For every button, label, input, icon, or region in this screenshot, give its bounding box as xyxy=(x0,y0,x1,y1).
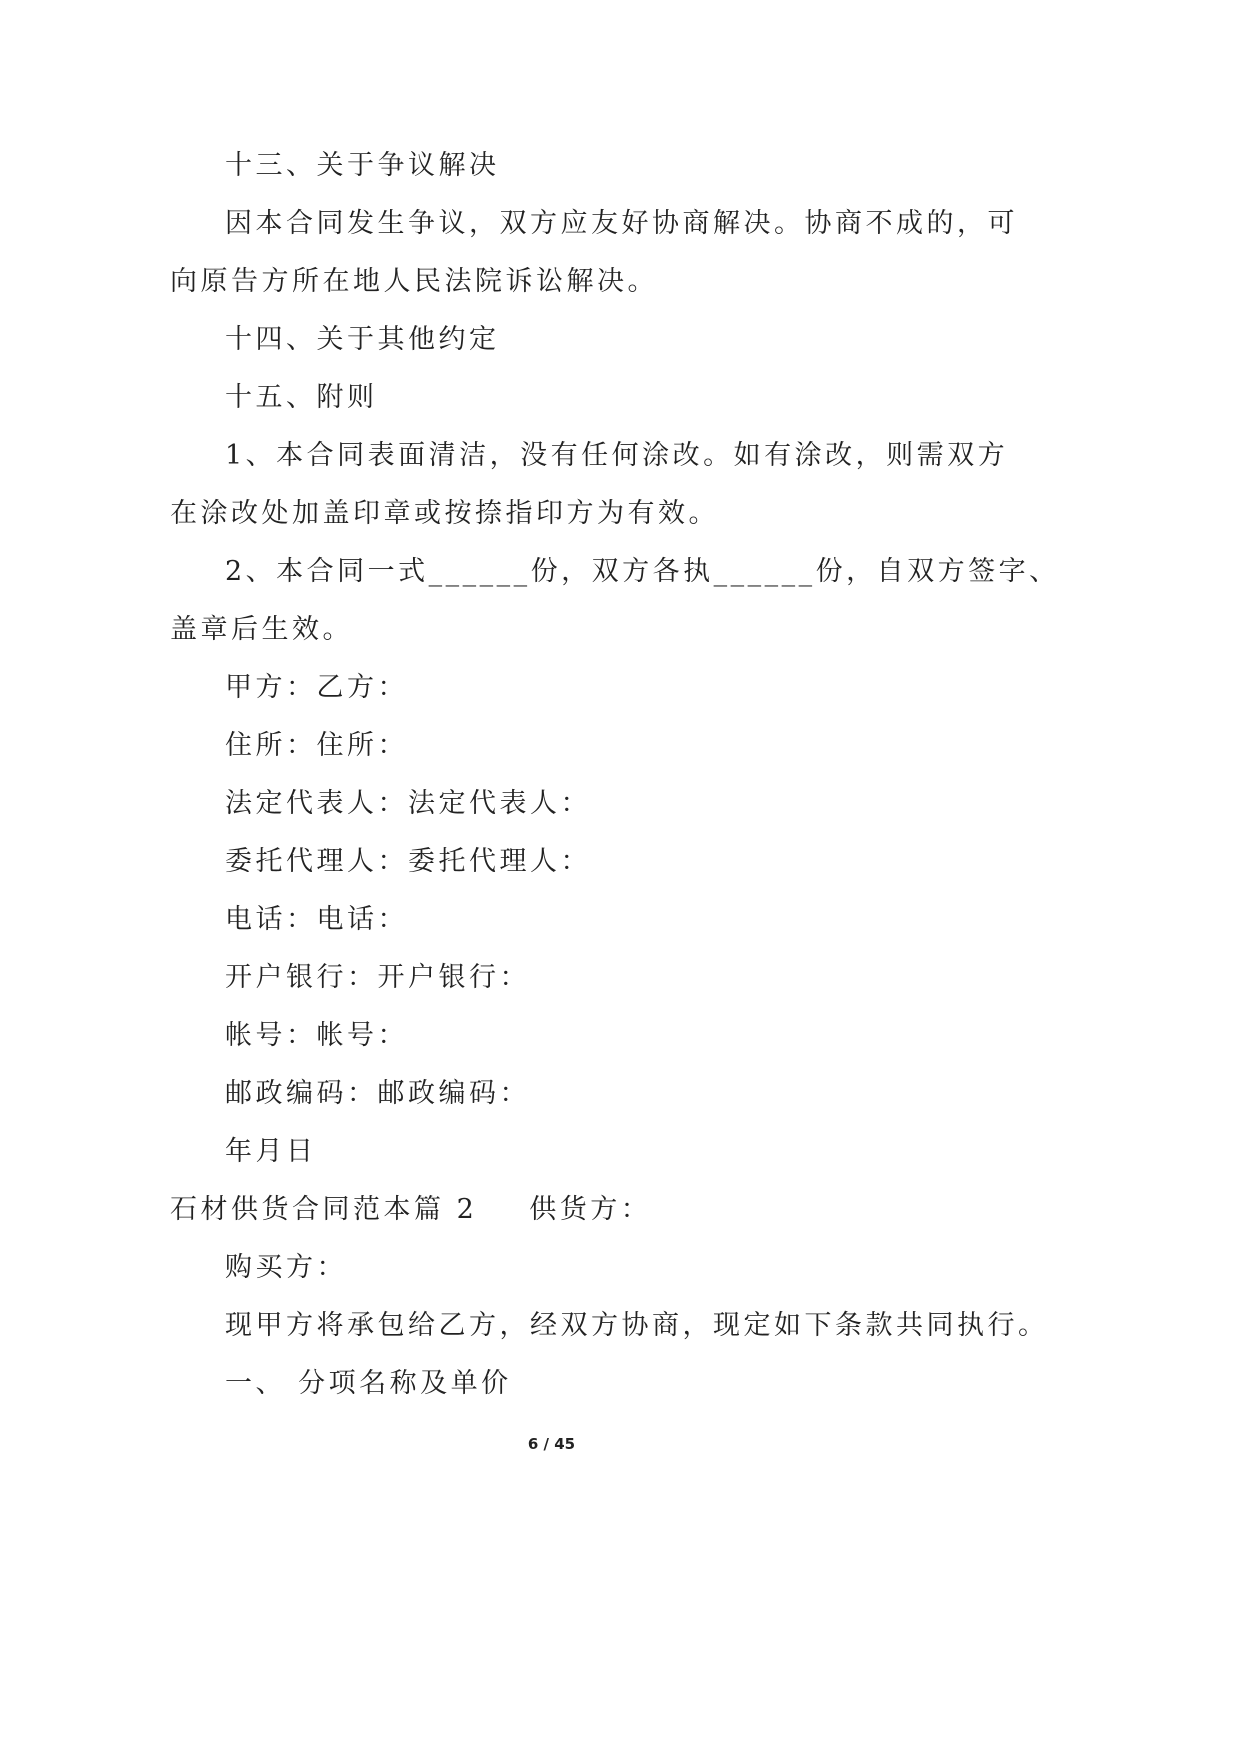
signature-bank: 开户银行：开户银行： xyxy=(225,962,530,993)
signature-address: 住所：住所： xyxy=(225,730,408,761)
contract-2-section-1: 一、 分项名称及单价 xyxy=(225,1368,512,1399)
contract-2-heading-line xyxy=(170,1190,651,1230)
signature-party: 甲方：乙方： xyxy=(225,672,408,703)
signature-account: 帐号：帐号： xyxy=(225,1020,408,1051)
section-13-paragraph-line-2: 向原告方所在地人民法院诉讼解决。 xyxy=(170,266,658,297)
section-15-item-2-line-2: 盖章后生效。 xyxy=(170,614,353,645)
signature-legal-rep: 法定代表人：法定代表人： xyxy=(225,788,591,819)
contract-2-supplier: 供货方： xyxy=(529,1194,652,1225)
section-15-item-1-line-2: 在涂改处加盖印章或按捺指印方为有效。 xyxy=(170,498,719,529)
signature-postcode: 邮政编码：邮政编码： xyxy=(225,1078,530,1109)
contract-2-buyer: 购买方： xyxy=(225,1252,347,1283)
section-15-item-2-line-1: 2、本合同一式______份，双方各执______份，自双方签字、 xyxy=(225,556,1060,587)
section-15-title: 十五、附则 xyxy=(225,382,378,413)
section-15-item-1-line-1: 1、本合同表面清洁，没有任何涂改。如有涂改，则需双方 xyxy=(225,440,1009,471)
section-13-title: 十三、关于争议解决 xyxy=(225,150,500,181)
signature-agent: 委托代理人：委托代理人： xyxy=(225,846,591,877)
section-13-paragraph-line-1: 因本合同发生争议，双方应友好协商解决。协商不成的，可 xyxy=(225,208,1018,239)
section-14-title: 十四、关于其他约定 xyxy=(225,324,500,355)
signature-date: 年月日 xyxy=(225,1136,317,1167)
contract-2-heading: 石材供货合同范本篇 2 xyxy=(170,1194,478,1225)
signature-phone: 电话：电话： xyxy=(225,904,408,935)
page-number: 6 / 45 xyxy=(527,1435,576,1453)
contract-2-intro: 现甲方将承包给乙方，经双方协商，现定如下条款共同执行。 xyxy=(225,1310,1049,1341)
